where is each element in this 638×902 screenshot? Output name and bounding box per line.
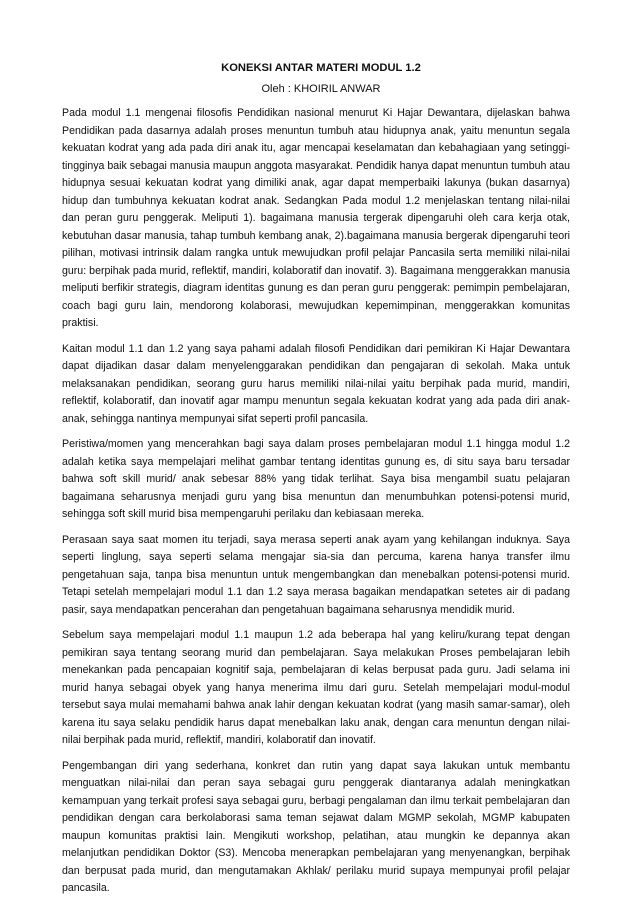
document-author: Oleh : KHOIRIL ANWAR — [261, 83, 381, 95]
paragraph-2: Kaitan modul 1.1 dan 1.2 yang saya pahami adalah filosofi Pendidikan dari pemikiran Ki Hajar Dewantara dapat dijadikan dasar dalam menyelenggarakan pendidikan dan pengajaran di sekolah. Maka untuk melaksanakan pendidikan, seorang guru harus memiliki nilai-nilai yaitu berpihak pada murid, mandiri, reflektif, kolaboratif, dan inovatif agar mampu menuntun segala kekuatan kodrat yang ada pada diri anak-anak, sehingga nantinya mempunyai sifat seperti profil pancasila. — [62, 342, 570, 425]
paragraph-5: Sebelum saya mempelajari modul 1.1 maupun 1.2 ada beberapa hal yang keliru/kurang tepat dengan pemikiran saya tentang seorang murid dan pembelajaran. Saya melakukan Proses pembelajaran lebih menekankan pada pencapaian kognitif saja, pembelajaran di kelas berpusat pada guru. Jadi selama ini murid hanya sebagai obyek yang hanya menerima ilmu dari guru. Setelah mempelajari modul-modul tersebut saya mulai memahami bahwa anak lahir dengan kekuatan kodrat (yang masih samar-samar), oleh karena itu saya selaku pendidik harus dapat menebalkan laku anak, dengan cara menuntun dengan nilai-nilai berpihak pada murid, reflektif, mandiri, kolaboratif dan inovatif. — [62, 629, 570, 746]
paragraph-6: Pengembangan diri yang sederhana, konkret dan rutin yang dapat saya lakukan untuk membantu menguatkan nilai-nilai dan peran saya sebagai guru penggerak diantaranya adalah meningkatkan kemampuan yang terkait profesi saya sebagai guru, berbagi pengalaman dan ilmu terkait pembelajaran dan pendidikan dengan cara berkolaborasi sama teman sejawat dalam MGMP sekolah, MGMP kabupaten maupun komunitas praktisi lain. Mengikuti workshop, pelatihan, atau mungkin ke depannya akan melanjutkan pendidikan Doktor (S3). Mencoba menerapkan pembelajaran yang menyenangkan, berpihak dan berpusat pada murid, dan mengutamakan Akhlak/ perilaku murid supaya mempunyai profil pelajar pancasila. — [62, 759, 570, 894]
document-title: KONEKSI ANTAR MATERI MODUL 1.2 — [221, 62, 421, 74]
paragraph-3: Peristiwa/momen yang mencerahkan bagi saya dalam proses pembelajaran modul 1.1 hingga modul 1.2 adalah ketika saya mempelajari melihat gambar tentang identitas gunung es, di situ saya baru tersadar bahwa soft skill murid/ anak sebesar 88% yang tidak terlihat. Saya bisa mengambil suatu pelajaran bagaimana seharusnya menjadi guru yang bisa menuntun dan menumbuhkan potensi-potensi murid, sehingga soft skill murid bisa mempengaruhi perilaku dan kebiasaan mereka. — [62, 438, 570, 520]
paragraph-4: Perasaan saya saat momen itu terjadi, saya merasa seperti anak ayam yang kehilangan induknya. Saya seperti linglung, saya seperti selama mengajar sia-sia dan percuma, karena hanya transfer ilmu pengetahuan saja, tanpa bisa menuntun untuk mengembangkan dan menebalkan potensi-potensi murid. Tetapi setelah mempelajari modul 1.1 dan 1.2 saya merasa bagaikan mendapatkan setetes air di padang pasir, saya mendapatkan pencerahan dan pengetahuan bagaimana seharusnya mendidik murid. — [62, 533, 570, 616]
paragraph-1: Pada modul 1.1 mengenai filosofis Pendidikan nasional menurut Ki Hajar Dewantara, dijelaskan bahwa Pendidikan pada dasarnya adalah proses menuntun tumbuh atau hidupnya anak, yaitu menuntun segala kekuatan kodrat yang ada pada diri anak itu, agar mencapai keselamatan dan kebahagiaan yang setinggi-tingginya baik sebagai manusia maupun anggota masyarakat. Pendidik hanya dapat menuntun tumbuh atau hidupnya sesuai kekuatan kodrat yang dimiliki anak, agar dapat memperbaiki lakunya (bukan dasarnya) hidup dan tumbuhnya kekuatan kodrat anak. Sedangkan Pada modul 1.2 menjelaskan tentang nilai-nilai dan peran guru penggerak. Meliputi 1). bagaimana manusia tergerak dipengaruhi oleh cara kerja otak, kebutuhan dasar manusia, tahap tumbuh kembang anak, 2).bagaimana manusia bergerak dipengaruhi teori pilihan, motivasi intrinsik dalam rangka untuk mewujudkan profil pelajar Pancasila serta memiliki nilai-nilai guru: berpihak pada murid, reflektif, mandiri, kolaboratif dan inovatif. 3). Bagaimana menggerakkan manusia meliputi berfikir strategis, diagram identitas gunung es dan peran guru penggerak: pemimpin pembelajaran, coach bagi guru lain, mendorong kolaborasi, mewujudkan kepemimpinan, menggerakkan komunitas praktisi. — [62, 107, 570, 329]
